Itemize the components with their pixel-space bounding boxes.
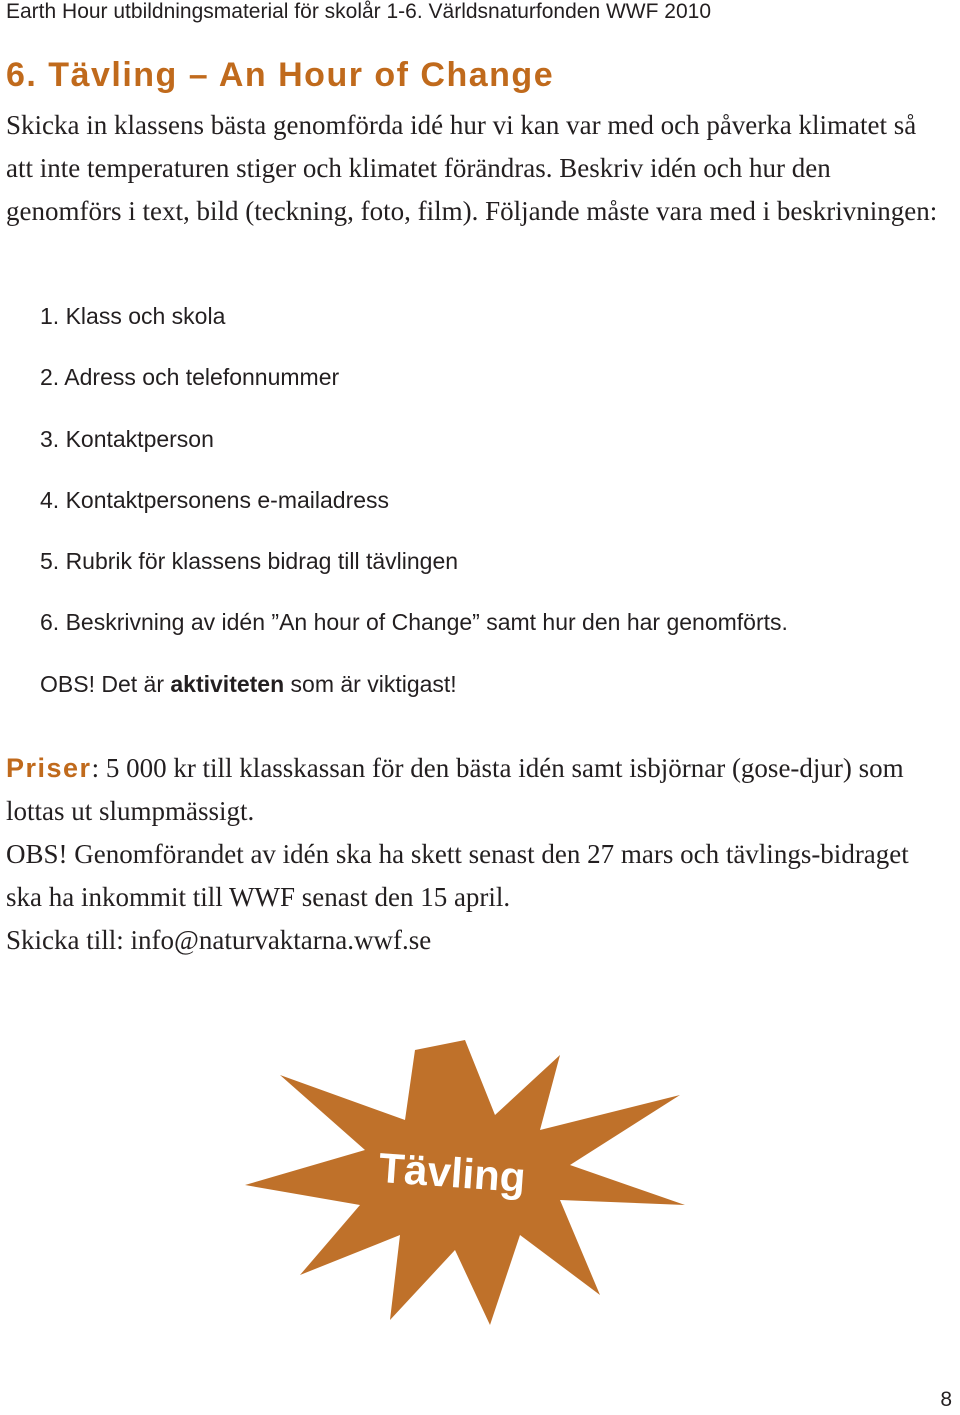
send-to-paragraph: Skicka till: info@naturvaktarna.wwf.se [6,925,432,955]
running-header: Earth Hour utbildningsmaterial för skolår 1-6. Världsnaturfonden WWF 2010 [6,0,711,23]
section-heading: 6. Tävling – An Hour of Change [6,56,555,94]
intro-paragraph: Skicka in klassens bästa genomförda idé hur vi kan var med och påverka klimatet så att inte temperaturen stiger och klimatet förändras. Beskriv idén och hur den genomförs i text, bild (teckning, foto, film). Följande måste vara med i beskrivningen: [6,110,938,226]
prize-paragraph [6,747,946,833]
obs-note-emphasis: aktiviteten [170,671,285,697]
list-item: 2. Adress och telefonnummer [40,364,340,391]
starburst-label: Tävling [377,1143,528,1202]
prize-text: : 5 000 kr till klasskassan för den bästa idén samt isbjörnar (gose-djur) som lottas ut slumpmässigt. [6,753,904,826]
list-item: 5. Rubrik för klassens bidrag till tävlingen [40,548,459,575]
list-item: 4. Kontaktpersonens e-mailadress [40,486,390,513]
obs-note-prefix: OBS! Det är [40,671,171,697]
prize-label: Priser [6,753,92,783]
starburst-icon [240,1035,690,1335]
obs-note [40,664,457,704]
prize-section [6,747,946,962]
deadline-paragraph: OBS! Genomförandet av idén ska ha skett senast den 27 mars och tävlings-bidraget ska ha inkommit till WWF senast den 15 april. [6,839,909,912]
obs-note-suffix: som är viktigast! [284,671,457,697]
list-item: 3. Kontaktperson [40,425,214,452]
list-item: 6. Beskrivning av idén ”An hour of Change” samt hur den har genomförts. [40,609,788,636]
requirements-list [40,296,788,664]
page-number: 8 [940,1388,952,1411]
list-item: 1. Klass och skola [40,303,226,329]
